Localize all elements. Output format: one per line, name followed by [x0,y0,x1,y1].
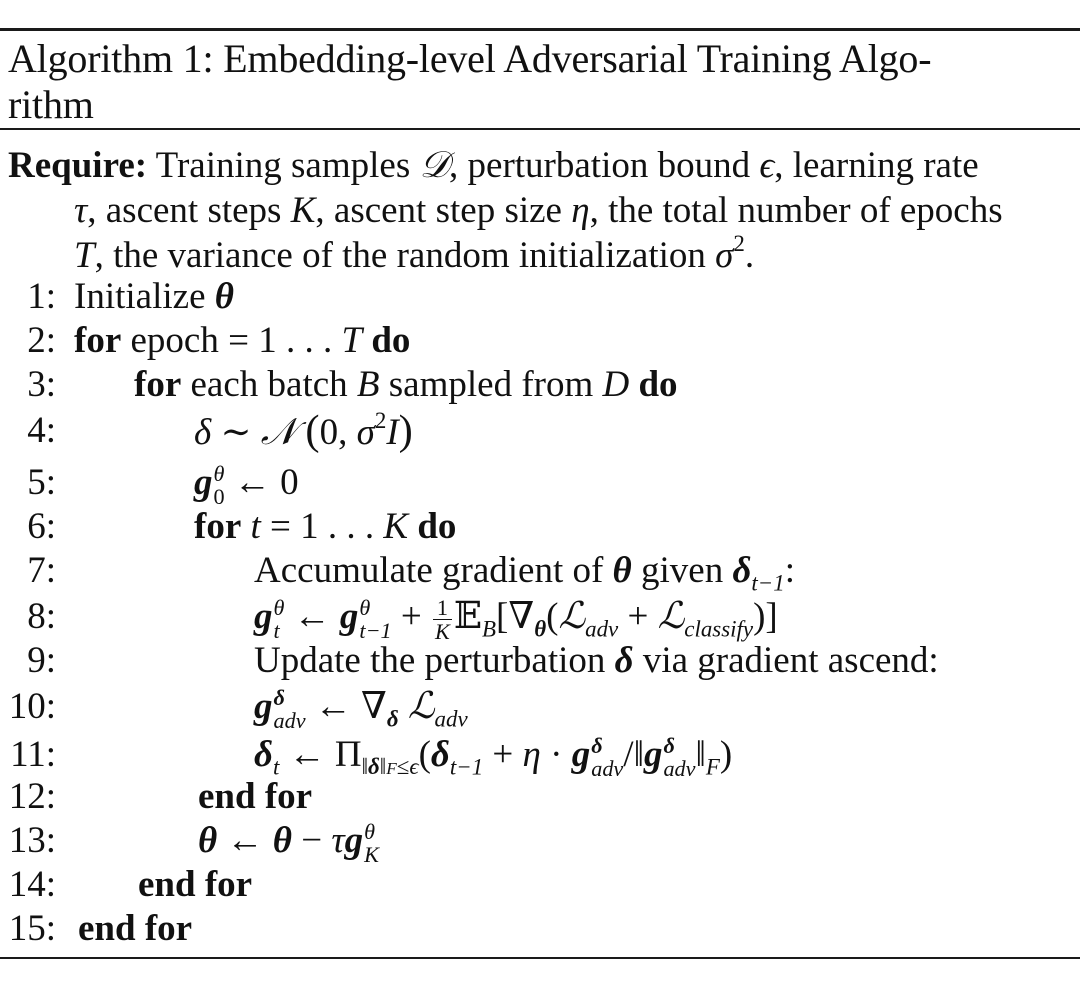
step-15 [0,906,1080,952]
subscript: θ [534,616,547,642]
symbol-g: g [344,820,364,861]
symbol-delta: δ [194,412,212,453]
symbol-eta: η [571,190,590,231]
title-line-1: Algorithm 1: Embedding-level Adversarial Training Algo- [8,36,932,81]
subscript: t [273,617,280,643]
subscript: adv [585,616,619,642]
subscript: adv [273,707,306,733]
symbol-zero: 0 [319,412,339,453]
keyword-do: do [638,364,678,405]
step-body [74,318,410,364]
keyword-for: for [194,506,242,547]
require-label: Require: [8,145,148,186]
symbol-delta: δ [430,734,450,775]
symbol-k: K [290,190,316,231]
symbol-arrow: ← [288,734,326,775]
line-number: 13: [8,820,56,861]
symbol-projection: Π [334,734,362,775]
symbol-cdot: · [550,734,563,775]
step-5 [0,460,1080,509]
symbol-normal: 𝒩 [260,412,297,453]
title-rule [0,128,1080,130]
step-9 [0,638,1080,684]
algorithm-title [8,36,1076,128]
subscript: adv [663,755,696,781]
symbol-paren: ) [398,407,413,454]
symbol-delta: δ [254,734,273,775]
line-number: 14: [8,864,56,905]
symbol-delta: δ [732,550,752,591]
subscript: t−1 [751,570,785,596]
step-body [254,684,468,732]
step-text: Update the perturbation [254,640,615,681]
symbol-sim: ∼ [220,412,252,453]
symbol-g: g [339,596,359,637]
step-body [134,362,678,408]
symbol-theta: θ [198,820,218,861]
symbol-bracket: [ [496,596,509,637]
subscript: t [272,754,280,780]
step-4 [0,408,1080,454]
bottom-rule [0,957,1080,959]
symbol-sigma: σ [715,235,734,276]
subscript: classify [684,616,754,642]
symbol-theta: θ [214,276,234,317]
keyword-end-for: end for [138,864,253,905]
line-number: 9: [27,640,56,681]
symbol-theta: θ [272,820,292,861]
numerator: 1 [433,596,452,620]
symbol-g: g [571,734,591,775]
symbol-paren: ) [719,734,733,775]
symbol-g: g [643,734,663,775]
symbol-t: T [74,235,95,276]
symbol-nabla: ∇ [508,596,535,637]
step-2 [0,318,1080,364]
keyword-do: do [417,506,457,547]
symbol-norm: ‖ [379,754,387,780]
symbol-plus: + [492,734,514,775]
step-body [198,818,379,866]
require-text: , the total number of epochs [589,190,1003,231]
symbol-norm: ‖ [633,734,644,775]
superscript: θ [359,595,371,621]
require-continuation [8,188,1076,278]
sub-sup [274,687,306,731]
step-7 [0,548,1080,594]
symbol-arrow: ← [226,820,264,861]
line-number: 8: [27,596,56,637]
require-text: . [744,235,755,276]
symbol-le: ≤ [396,754,410,780]
symbol-tau: τ [331,820,345,861]
symbol-norm: ‖ [695,734,706,775]
symbol-plus: + [627,596,649,637]
symbol-epsilon: ϵ [409,754,419,780]
symbol-loss: ℒ [407,686,435,727]
symbol-theta: θ [612,550,632,591]
step-text: epoch [130,320,229,361]
line-number: 15: [8,908,56,949]
keyword-for: for [134,364,182,405]
subscript: δ [386,706,399,732]
symbol-delta: δ [614,640,634,681]
exponent: 2 [374,408,387,434]
step-text: via gradient ascend: [633,640,939,681]
symbol-paren: ) [753,596,766,637]
denominator: K [435,619,450,645]
step-body [194,504,456,550]
symbol-paren: ( [418,734,431,775]
subscript: t−1 [449,754,484,780]
step-body [74,274,234,320]
superscript: θ [364,819,375,845]
exponent: 2 [733,231,745,257]
superscript: δ [591,733,603,759]
symbol-delta: δ [368,754,380,780]
step-1 [0,274,1080,320]
step-text: sampled from [379,364,603,405]
step-body [254,548,795,594]
symbol-f: F [386,759,397,779]
symbol-loss: ℒ [558,596,586,637]
line-number: 1: [27,276,56,317]
symbol-t: t [250,506,261,547]
step-13 [0,818,1080,867]
symbol-norm: ‖ [361,754,369,780]
keyword-do: do [371,320,411,361]
subscript: F [705,754,720,780]
step-14 [0,862,1080,908]
step-text: Accumulate gradient of [254,550,613,591]
symbol-nabla: ∇ [361,686,387,727]
symbol-colon: : [784,550,796,591]
line-number: 10: [8,686,56,727]
fraction [433,596,452,644]
step-11 [0,732,1080,781]
line-number: 7: [27,550,56,591]
require-text: , the variance of the random initialization [94,235,716,276]
symbol-eta: η [522,734,541,775]
step-3 [0,362,1080,408]
subscript: t−1 [359,617,392,643]
symbol-t: T [341,320,363,361]
keyword-end-for: end for [198,776,313,817]
symbol-plus: + [400,596,422,637]
require-block [8,143,1076,278]
step-body [254,732,732,780]
sub-sup [359,597,391,641]
symbol-paren: ( [305,407,320,454]
symbol-minus: − [301,820,323,861]
symbol-b: B [356,364,380,405]
line-number: 6: [27,506,56,547]
line-number: 2: [27,320,56,361]
step-12 [0,774,1080,820]
symbol-bracket: ] [765,596,778,637]
title-line-2: rithm [8,82,94,127]
line-number: 4: [27,410,56,451]
step-text: given [631,550,733,591]
symbol-d: D [602,364,630,405]
subscript: 0 [213,483,225,509]
step-body [194,408,413,456]
superscript: δ [663,733,675,759]
require-text: , perturbation bound [449,145,760,186]
step-body [254,638,939,684]
symbol-comma: , [338,412,348,453]
symbol-g: g [254,596,273,637]
step-8 [0,594,1080,645]
symbol-arrow: ← [233,462,271,503]
superscript: θ [213,461,225,487]
symbol-eq: = [270,506,291,547]
symbol-dots: . . . [285,320,333,361]
symbol-one: 1 [300,506,319,547]
step-text: each batch [190,364,357,405]
keyword-end-for: end for [78,908,193,949]
step-body [254,594,778,643]
symbol-g: g [254,686,273,727]
step-10 [0,684,1080,733]
subscript: adv [591,755,624,781]
line-number: 12: [8,776,56,817]
symbol-sigma: σ [356,412,375,453]
line-number: 11: [10,734,56,775]
symbol-identity: I [386,412,399,453]
symbol-g: g [194,462,213,503]
require-text: , ascent steps [87,190,291,231]
step-text: Initialize [74,276,215,317]
symbol-zero: 0 [280,462,299,503]
line-number: 3: [27,364,56,405]
top-rule [0,28,1080,31]
symbol-one: 1 [258,320,277,361]
require-text: , ascent step size [315,190,572,231]
subscript: adv [434,706,468,732]
symbol-tau: τ [74,190,88,231]
symbol-dataset: 𝒟 [419,145,450,186]
line-number: 5: [27,462,56,503]
symbol-eq: = [228,320,249,361]
symbol-epsilon: ϵ [759,145,775,186]
symbol-expectation: 𝔼 [453,596,483,637]
symbol-dots: . . . [327,506,375,547]
subscript: B [482,616,497,642]
require-text: , learning rate [774,145,979,186]
sub-sup [214,463,225,507]
symbol-loss: ℒ [657,596,685,637]
symbol-slash: / [623,734,634,775]
keyword-for: for [74,320,122,361]
subscript: K [364,841,379,867]
sub-sup [274,597,285,641]
require-text: Training samples [155,145,420,186]
superscript: θ [273,595,285,621]
symbol-k: K [383,506,409,547]
symbol-paren: ( [546,596,559,637]
step-body [194,460,299,508]
step-6 [0,504,1080,550]
sub-sup [364,821,379,865]
superscript: δ [273,685,285,711]
symbol-arrow: ← [314,686,352,727]
symbol-arrow: ← [293,596,331,637]
